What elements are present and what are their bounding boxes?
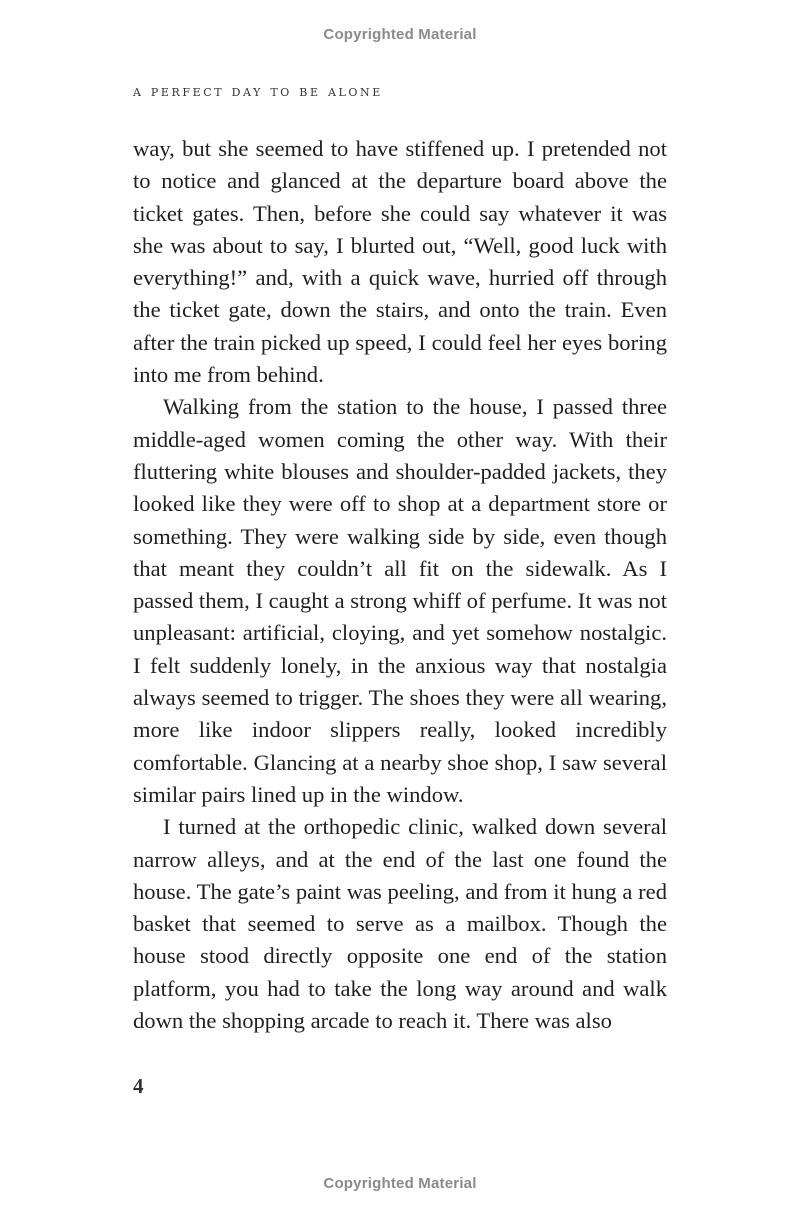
body-text	[133, 133, 667, 1037]
paragraph: I turned at the orthopedic clinic, walked down several narrow alleys, and at the end of the last one found the house. The gate’s paint was peeling, and from it hung a red basket that seemed to serve as a mailbox. Though the house stood directly opposite one end of the station platform, you had to take the long way around and walk down the shopping arcade to reach it. There was also	[133, 814, 667, 1034]
copyright-watermark-top: Copyrighted Material	[323, 26, 477, 43]
running-head: a perfect day to be alone	[133, 82, 383, 100]
copyright-watermark-bottom: Copyrighted Material	[323, 1175, 477, 1192]
paragraph: way, but she seemed to have stiffened up. I pretended not to notice and glanced at the departure board above the ticket gates. Then, before she could say whatever it was she was about to say, I blurted out, “Well, good luck with everything!” and, with a quick wave, hurried off through the ticket gate, down the stairs, and onto the train. Even after the train picked up speed, I could feel her eyes boring into me from behind.	[133, 136, 667, 388]
paragraph: Walking from the station to the house, I passed three middle-aged women coming the other way. With their fluttering white blouses and shoulder-padded jackets, they looked like they were off to shop at a department store or something. They were walking side by side, even though that meant they couldn’t all fit on the sidewalk. As I passed them, I caught a strong whiff of perfume. It was not unpleasant: artificial, cloying, and yet somehow nostalgic. I felt suddenly lonely, in the anxious way that nostalgia always seemed to trigger. The shoes they were all wearing, more like indoor slippers really, looked incredibly comfortable. Glancing at a nearby shoe shop, I saw several similar pairs lined up in the window.	[133, 394, 667, 807]
page-number: 4	[133, 1074, 144, 1098]
